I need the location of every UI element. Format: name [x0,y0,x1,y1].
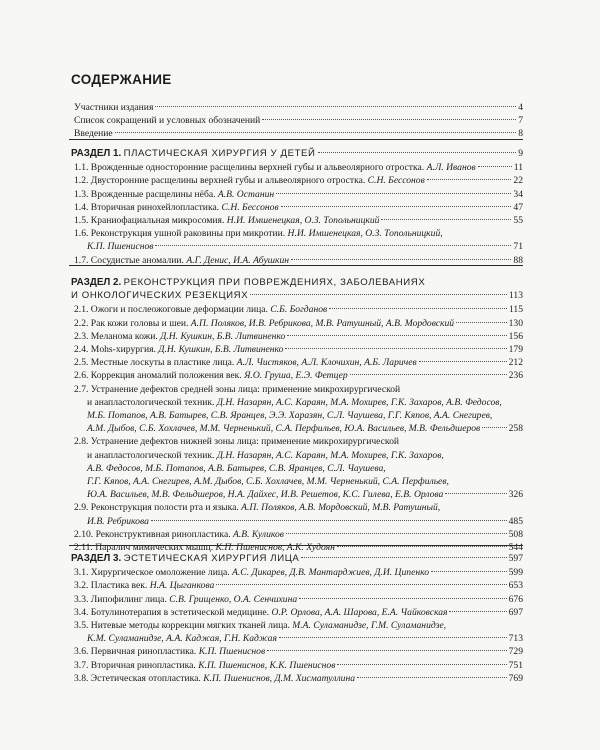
toc-line [74,488,523,501]
dot-leader [381,219,511,220]
dot-leader [276,193,511,194]
toc-line [74,619,523,632]
chapter-title: Меланома кожи. [90,330,158,342]
page-number: 55 [513,215,523,226]
chapter-number: 3.3. [74,593,89,605]
entry-title [74,515,149,528]
dot-leader [456,322,507,323]
entry-title [74,593,297,606]
chapter-title: Реконструкция ушной раковины при микротии. [90,228,286,240]
chapter-title: Пластика век. [90,580,148,592]
entry-title [74,672,355,685]
chapter-authors: А.В. Куликов [233,528,284,540]
chapter-title: Нитевые методы коррекции мягких тканей лица. [90,620,290,631]
chapter-authors: Н.А. Цыганкова [149,580,215,592]
dot-leader [449,611,506,612]
chapter-authors: С.В. Грищенко, О.А. Сенчихина [169,593,298,605]
chapter-title: Двусторонние расщелины верхней губы и альвеолярного отростка. [90,175,366,187]
chapter-authors: Н.И. Имшенецкая, О.З. Топольницкий, [287,228,443,240]
chapter-number: 2.7. [74,383,89,395]
dot-leader [291,259,511,260]
toc-line [74,566,523,579]
entry-title [74,383,400,396]
dot-leader [337,546,507,547]
section-title [71,276,425,289]
dot-leader [301,557,506,558]
chapter-title: и анапластологической техник. [87,449,215,461]
chapter-authors: А.В. Останин [217,188,275,200]
section-divider [69,545,523,546]
toc-entry[interactable] [74,619,523,645]
entry-title [74,174,425,187]
section-label: РАЗДЕЛ 1. [71,148,122,159]
toc-entry[interactable] [74,317,523,330]
chapter-authors: А.П. Поляков, И.В. Ребрикова, М.В. Ратушный, А.В. Мордовский [190,317,455,329]
chapter-authors: К.П. Пшениснов, Д.М. Хисматуллина [203,672,356,684]
chapter-authors: А.С. Дикарев, Д.В. Мантарджиев, Д.И. Ципенко [232,567,430,579]
chapter-authors: К.П. Пшениснов, А.К. Худоян [215,542,335,553]
dot-leader [431,571,507,572]
chapter-title: Врожденные односторонние расщелины верхней губы и альвеолярного отростка. [90,162,425,174]
page-number: 599 [508,567,523,579]
chapter-authors: А.Л. Иванов [426,162,476,174]
page-number: 34 [513,188,523,200]
toc-entry[interactable] [74,528,523,541]
chapter-number: 3.4. [74,606,89,618]
section-title [71,147,316,160]
toc-line [74,330,523,343]
chapter-number: 1.5. [74,215,89,226]
entry-title [74,619,446,632]
page-number: 729 [508,646,523,658]
chapter-number: 2.11. [74,542,93,553]
page-title: СОДЕРЖАНИЕ [71,72,172,87]
entry-title [74,330,285,343]
dot-leader [478,166,512,167]
chapter-title: Коррекция аномалий положения век. [90,370,242,382]
toc-line [71,147,523,160]
page-number: 653 [508,580,523,592]
chapter-number: 2.3. [74,330,89,342]
dot-leader [482,427,506,428]
page-number: 676 [508,593,523,605]
entry-title: Список сокращений и условных обозначений [74,115,261,127]
chapter-number: 2.2. [74,317,89,329]
dot-leader [419,361,507,362]
page-number: 713 [508,633,523,645]
chapter-number: 3.1. [74,567,89,579]
toc-entry[interactable] [74,501,523,527]
toc-line [74,188,523,201]
toc-line [74,475,523,488]
chapter-title: Сосудистые аномалии. [90,254,184,266]
toc-entry[interactable] [74,214,523,227]
toc-line [74,227,523,240]
toc-line [74,396,523,409]
page-number: 751 [508,659,523,671]
entry-title [74,422,480,435]
page-number: 7 [518,115,523,127]
chapter-authors: Ю.А. Васильев, М.В. Фельдшеров, Н.А. Дайхес, И.В. Решетов, К.С. Гилева, Е.В. Орлова [87,489,444,501]
entry-title [74,369,348,382]
toc-line [74,174,523,187]
toc-line [74,515,523,528]
section-divider [69,265,523,266]
entry-title [74,645,265,658]
chapter-title: Рак кожи головы и шеи. [90,317,189,329]
chapter-title: Ботулинотерапия в эстетической медицине. [90,606,270,618]
chapter-title: Местные лоскуты в пластике лица. [90,357,235,369]
toc-entry[interactable] [74,227,523,253]
toc-line [74,383,523,396]
chapter-number: 2.4. [74,344,89,355]
entry-title [74,579,214,592]
chapter-authors: Н.И. Имшенецкая, О.З. Топольницкий [226,215,380,226]
chapter-title: Реконструктивная ринопластика. [95,528,231,540]
chapter-authors: К.П. Пшениснов, К.К. Пшениснов [198,659,336,671]
toc-line [74,422,523,435]
entry-title [74,659,335,672]
page-number: 326 [508,489,523,501]
dot-leader [262,119,516,120]
chapter-title: Устранение дефектов нижней зоны лица: применение микрохирургической [90,436,400,448]
toc-line [74,214,523,227]
toc-entry[interactable] [74,101,523,114]
entry-title [74,227,443,240]
chapter-number: 2.5. [74,357,89,369]
toc-line [74,462,523,475]
toc-entry[interactable] [74,343,523,356]
dot-leader [357,677,507,678]
page-number: 22 [513,175,523,187]
chapter-title: Первичная ринопластика. [90,646,197,658]
page-number: 130 [508,317,523,329]
toc-entry[interactable] [74,114,523,127]
chapter-title: Устранение дефектов средней зоны лица: применение микрохирургической [90,383,401,395]
section-title-text: РЕКОНСТРУКЦИЯ ПРИ ПОВРЕЖДЕНИЯХ, ЗАБОЛЕВАНИЯХ [123,277,426,288]
page-number: 212 [508,357,523,369]
dot-leader [151,520,507,521]
dot-leader [279,637,507,638]
chapter-title: Липофилинг лица. [90,593,167,605]
chapter-title: Ожоги и послеожоговые деформации лица. [90,304,268,316]
entry-title [74,501,440,514]
entry-title [74,188,274,201]
chapter-authors: Д.Н. Назарян, А.С. Карaян, М.А. Мохирев, Г.К. Захаров, [216,449,444,461]
toc-entry[interactable] [74,659,523,672]
toc-entry[interactable] [74,201,523,214]
chapter-number: 1.6. [74,228,89,240]
entry-title [74,303,327,316]
toc-entry[interactable] [74,356,523,369]
page-number: 71 [513,241,523,253]
chapter-authors: Д.Н. Кушкин, Б.В. Литвиненко [158,344,284,355]
toc-line [74,343,523,356]
dot-leader [318,152,517,153]
dot-leader [115,132,517,133]
page-number: 769 [508,672,523,684]
section-label: РАЗДЕЛ 3. [71,553,122,564]
entry-title [74,475,449,488]
chapter-authors: Я.О. Груша, Е.Э. Фетцер [244,370,348,382]
toc-line [74,501,523,514]
entry-title [74,343,283,356]
page-number: 9 [518,148,523,159]
section-label: РАЗДЕЛ 2. [71,277,122,288]
dot-leader [155,106,516,107]
section-heading[interactable] [71,552,523,565]
toc-line [74,161,523,174]
chapter-authors: Д.Н. Назарян, А.С. Караян, М.А. Мохирев, Г.К. Захаров, А.В. Федосов, [216,396,502,408]
dot-leader [350,374,507,375]
dot-leader [285,348,506,349]
dot-leader [299,598,506,599]
toc-line [74,632,523,645]
page-number: 8 [518,128,523,140]
dot-leader [287,335,506,336]
page-number: 156 [508,330,523,342]
entry-title [74,201,279,214]
page-number: 485 [508,515,523,527]
page-number: 236 [508,370,523,382]
chapter-title: Врожденные расщелины нёба. [90,188,216,200]
chapter-number: 2.8. [74,436,89,448]
toc-line [74,114,523,127]
chapter-authors: М.А. Суламанидзе, Г.М. Суламанидзе, [292,620,447,631]
chapter-number: 3.2. [74,580,89,592]
dot-leader [286,533,507,534]
section-title-text: И ОНКОЛОГИЧЕСКИХ РЕЗЕКЦИЯХ [71,290,249,302]
chapter-number: 2.6. [74,370,89,382]
toc-line [74,659,523,672]
page-number: 88 [513,254,523,266]
toc-entry[interactable] [74,566,523,579]
section-title [71,552,299,565]
toc-line [74,101,523,114]
dot-leader [216,584,506,585]
toc-line [74,303,523,316]
toc-line [71,276,523,289]
chapter-title: Вторичная ринохейлопластика. [90,201,220,213]
chapter-number: 1.3. [74,188,89,200]
section-divider [69,139,523,140]
chapter-authors: Г.Г. Кяпов, А.А. Снегирев, А.М. Дыбов, С.Б. Хохлачев, М.М. Черненький, С.А. Перфильев, [87,475,449,487]
page-number: 11 [513,162,523,174]
toc-entry[interactable] [74,606,523,619]
page-number: 115 [508,304,523,316]
entry-title [74,449,444,462]
toc-entry[interactable] [74,645,523,658]
chapter-title: Паралич мимических мышц. [95,542,214,553]
entry-title: Участники издания [74,102,154,113]
toc-entry[interactable] [74,593,523,606]
section-heading[interactable] [71,276,523,302]
chapter-authors: А.П. Поляков, А.В. Мордовский, М.В. Ратушный, [241,502,441,514]
chapter-title: Эстетическая отопластика. [90,672,201,684]
toc-entry[interactable] [74,435,523,501]
entry-title [74,632,277,645]
toc-entry[interactable] [74,369,523,382]
entry-title [74,214,379,227]
section-title-text: ЭСТЕТИЧЕСКАЯ ХИРУРГИЯ ЛИЦА [123,553,300,564]
chapter-authors: О.Р. Орлова, А.А. Шарова, Е.А. Чайковская [271,606,448,618]
toc-line [74,240,523,253]
chapter-authors: С.Н. Бессонов [367,175,425,187]
toc-line [74,579,523,592]
toc-entry[interactable] [74,161,523,174]
toc-line [74,369,523,382]
page-number: 113 [508,290,523,302]
chapter-authors: Д.Н. Кушкин, Б.В. Литвиненко [160,330,286,342]
toc-line [74,645,523,658]
chapter-title: Краниофациальная микросомия. [90,215,225,226]
page-number: 258 [508,423,523,435]
dot-leader [281,206,512,207]
entry-title [74,356,417,369]
chapter-authors: К.М. Суламанидзе, А.А. Каджая, Г.Н. Каджая [87,633,277,645]
entry-title [74,317,454,330]
dot-leader [427,179,512,180]
toc-line [74,449,523,462]
chapter-number: 1.1. [74,162,89,174]
entry-title [74,606,447,619]
chapter-number: 2.1. [74,304,89,316]
toc-line [74,435,523,448]
chapter-authors: С.Б. Богданов [270,304,328,316]
toc-entry[interactable] [74,303,523,316]
chapter-number: 3.5. [74,620,89,631]
chapter-authors: С.Н. Бессонов [221,201,279,213]
toc-entry[interactable] [74,174,523,187]
page-number: 4 [518,102,523,113]
section-title-text: ПЛАСТИЧЕСКАЯ ХИРУРГИЯ У ДЕТЕЙ [123,148,316,159]
entry-title [74,488,443,501]
toc-line [71,552,523,565]
entry-title [74,462,386,475]
chapter-number: 3.8. [74,672,89,684]
toc-line [74,593,523,606]
entry-title: Введение [74,128,113,140]
chapter-number: 3.7. [74,659,89,671]
toc-line [71,289,523,302]
dot-leader [329,308,507,309]
entry-title [74,240,153,253]
toc-line [74,409,523,422]
chapter-authors: К.П. Пшениснов [87,241,154,253]
page-number: 597 [508,553,523,564]
entry-title [74,409,492,422]
dot-leader [250,294,507,295]
toc-line [74,528,523,541]
chapter-title: Вторичная ринопластика. [90,659,196,671]
section-heading[interactable] [71,147,523,160]
chapter-authors: А.Г. Денис, И.А. Абушкин [186,254,290,266]
toc-entry[interactable] [74,188,523,201]
chapter-authors: А.В. Федосов, М.Б. Потапов, А.В. Батырев, С.В. Яранцев, С.Л. Чаушева, [87,462,386,474]
entry-title [74,161,476,174]
chapter-authors: А.Л. Чистяков, А.Л. Клочихин, А.Б. Ларичев [236,357,417,369]
chapter-authors: К.П. Пшениснов [198,646,266,658]
chapter-authors: М.Б. Потапов, А.В. Батырев, С.В. Яранцев, Э.Э. Харазян, С.Л. Чаушева, Г.Г. Кяпов, А.А. Снегирев, [87,409,493,421]
toc-line [74,606,523,619]
entry-title [74,528,284,541]
chapter-authors: И.В. Ребрикова [87,515,149,527]
toc-entry[interactable] [74,579,523,592]
page-number: 179 [508,344,523,355]
toc-line [74,356,523,369]
toc-line [74,201,523,214]
toc-line [74,672,523,685]
dot-leader [445,493,506,494]
page-number: 508 [508,528,523,540]
entry-title [74,435,399,448]
chapter-title: Реконструкция полости рта и языка. [90,502,239,514]
chapter-number: 1.7. [74,254,89,266]
chapter-title: и анапластологической техник. [87,396,215,408]
dot-leader [155,245,511,246]
chapter-number: 1.2. [74,175,89,187]
entry-title [74,566,429,579]
toc-line [74,317,523,330]
toc-entry[interactable] [74,383,523,436]
chapter-number: 1.4. [74,201,89,213]
chapter-authors: А.М. Дыбов, С.Б. Хохлачев, М.М. Черненький, С.А. Перфильев, Ю.А. Васильев, М.В. Фельдшеров [87,423,481,435]
dot-leader [267,650,506,651]
toc-entry[interactable] [74,330,523,343]
chapter-number: 2.10. [74,528,94,540]
toc-entry[interactable] [74,672,523,685]
page-number: 47 [513,201,523,213]
page-number: 544 [508,542,523,553]
chapter-title: Mohs-хирургия. [90,344,156,355]
page-number: 697 [508,606,523,618]
dot-leader [337,664,506,665]
chapter-number: 3.6. [74,646,89,658]
chapter-title: Хирургическое омоложение лица. [90,567,230,579]
chapter-number: 2.9. [74,502,89,514]
section-title [71,289,248,302]
entry-title [74,396,502,409]
